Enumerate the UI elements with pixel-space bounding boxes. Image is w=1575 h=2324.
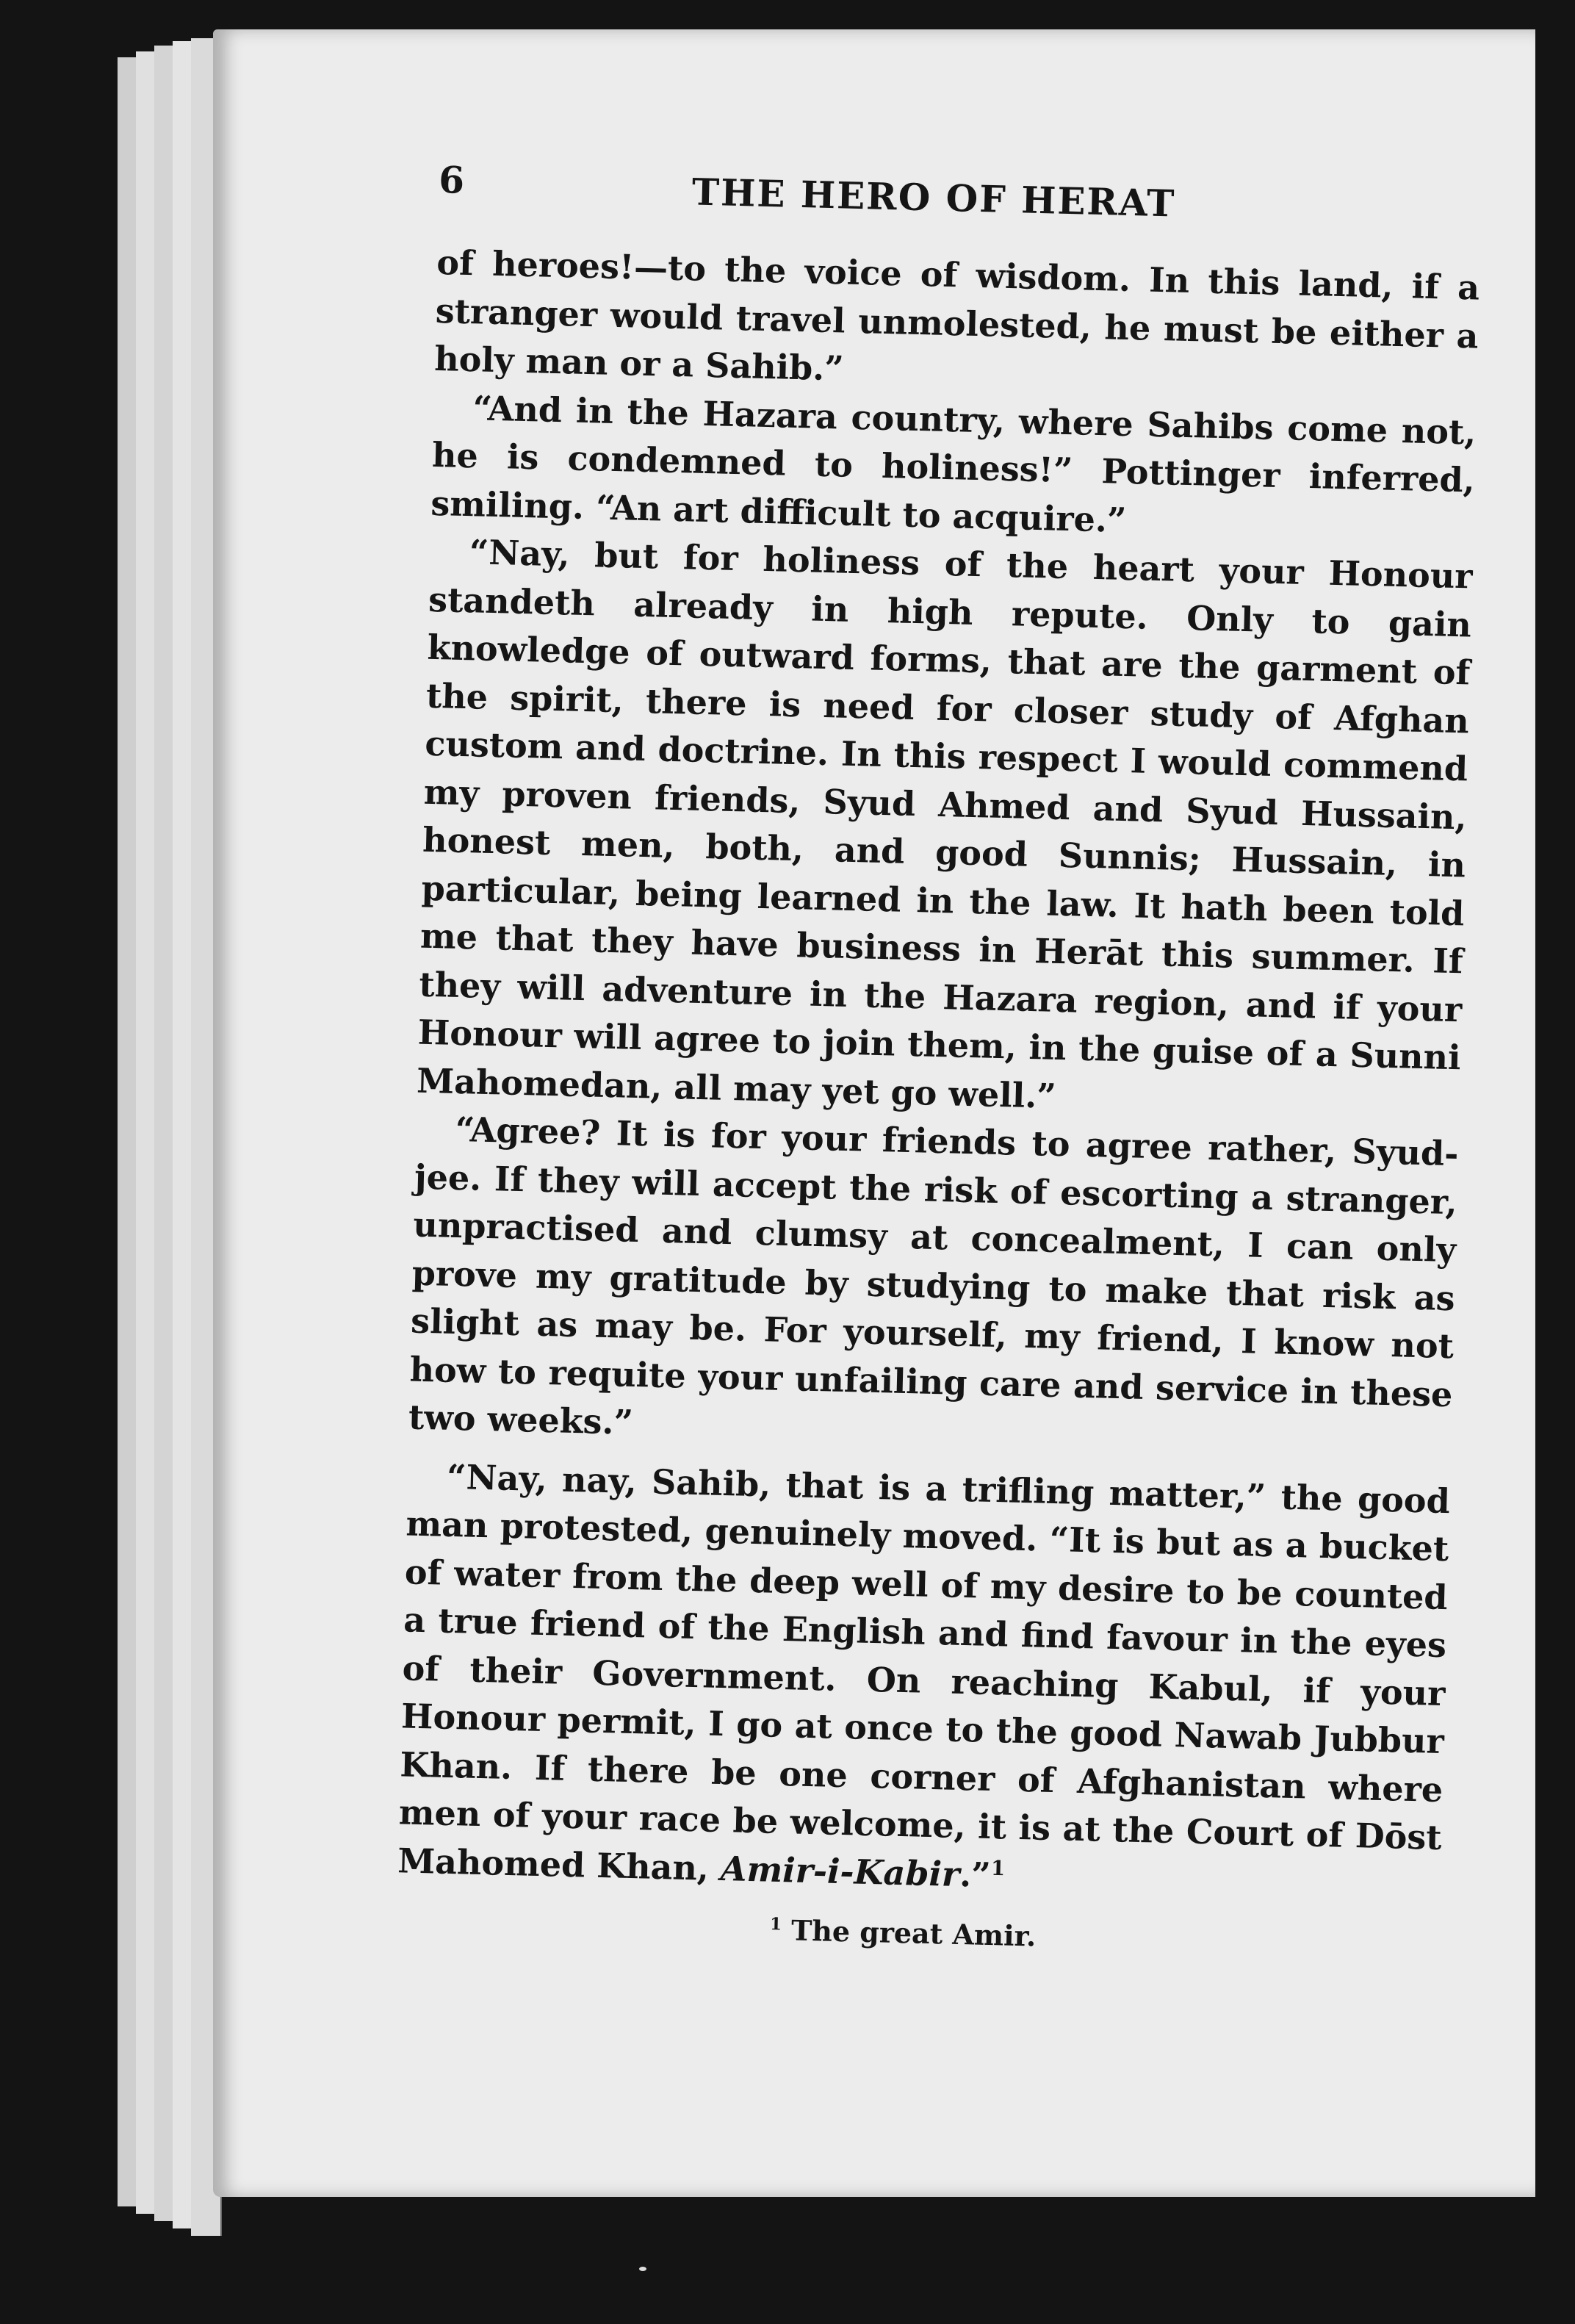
paragraph-2: “And in the Hazara country, where Sahibs come not, he is condemned to holiness!” Pottinger inferred, smiling. “An art difficult to acquire.”: [430, 387, 1477, 540]
italic-phrase: Amir-i-Kabir: [720, 1848, 960, 1894]
body-text: [397, 239, 1480, 1910]
page-content: [396, 158, 1482, 1963]
footnote: [396, 1904, 1440, 1963]
paragraph-3: “Nay, but for holiness of the heart your Honour standeth already in high repute. Only to gain knowledge of outward forms, that are the garment of the spirit, there is need for closer study of Afghan custom and doctrine. In this respect I would commend my proven friends, Syud Ahmed and Syud Hussain, honest men, both, and good Sunnis; Hussain, in particular, being learned in the law. It hath been told me that they have business in Herāt this summer. If they will adventure in the Hazara region, and if your Honour will agree to join them, in the guise of a Sunni Mahomedan, all may yet go well.”: [416, 532, 1474, 1116]
dust-speck: [639, 2267, 646, 2271]
running-title: THE HERO OF HERAT: [691, 170, 1176, 226]
footnote-marker: 1: [769, 1915, 782, 1935]
paragraph-5: [397, 1452, 1451, 1910]
footnote-text: The great Amir.: [790, 1913, 1037, 1953]
paragraph-1: of heroes!—to the voice of wisdom. In this land, if a stranger would travel unmolested, he must be either a holy man or a Sahib.”: [433, 242, 1480, 389]
paragraph-4: “Agree? It is for your friends to agree rather, Syud-jee. If they will accept the risk of escorting a stranger, unpractised and clumsy at concealment, I can only prove my gratitude by studying to make that risk as slight as may be. For yourself, my friend, I know not how to requite your unfailing care and service in these two weeks.”: [408, 1109, 1459, 1442]
paragraph-5-end: .”: [959, 1854, 992, 1895]
footnote-reference: 1: [990, 1855, 1006, 1880]
page-number: 6: [438, 158, 465, 202]
paragraph-5-text: “Nay, nay, Sahib, that is a trifling matter,” the good man protested, genuinely moved. “It is but as a bucket of water from the deep well of my desire to be counted a true friend of the English and find favour in the eyes of their Government. On reaching Kabul, if your Honour permit, I go at once to the good Nawab Jubbur Khan. If there be one corner of Afghanistan where men of your race be welcome, it is at the Court of Dōst Mahomed Khan,: [397, 1456, 1451, 1888]
book-page: [213, 29, 1535, 2197]
